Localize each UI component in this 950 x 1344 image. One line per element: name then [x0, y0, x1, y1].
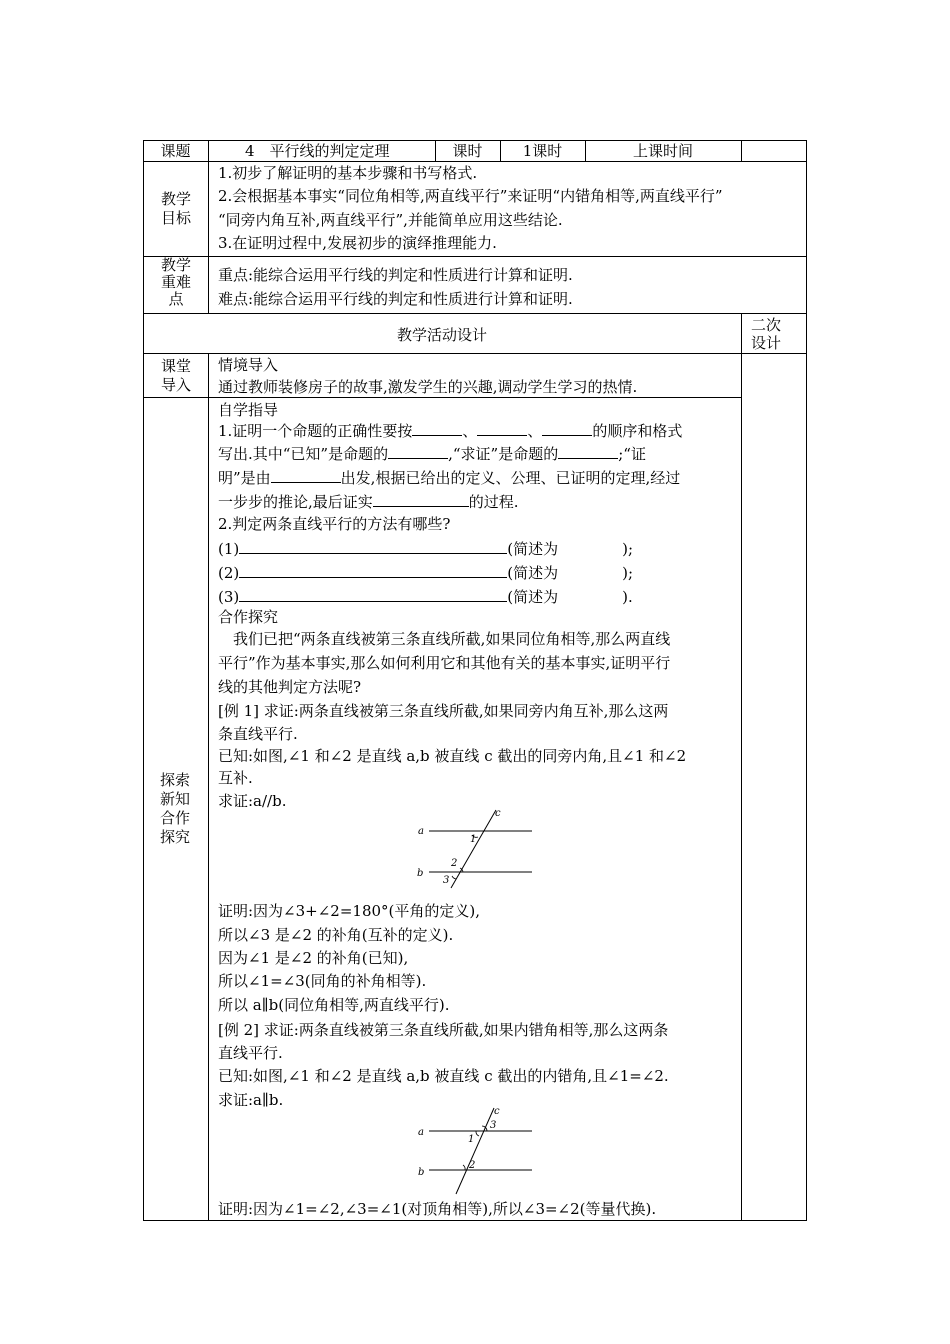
self-study-title: 自学指导: [218, 401, 279, 419]
difficult-point: 难点:能综合运用平行线的判定和性质进行计算和证明.: [218, 290, 573, 308]
blank: [558, 444, 618, 459]
option-end: ).: [622, 588, 633, 606]
proof-line: 所以 a∥b(同位角相等,两直线平行).: [218, 996, 450, 1014]
key-points-label: 教学重难点: [160, 256, 191, 308]
col-divider: [208, 353, 209, 1221]
blank: [388, 444, 448, 459]
proof-line: 所以∠3 是∠2 的补角(互补的定义).: [218, 926, 454, 944]
example-1-heading: 条直线平行.: [218, 725, 298, 743]
example-2-proof: 证明:因为∠1=∠2,∠3=∠1(对顶角相等),所以∠3=∠2(等量代换).: [218, 1200, 657, 1218]
label-c: c: [495, 808, 501, 819]
coop-title: 合作探究: [218, 608, 279, 626]
q1-text: 出发,根据已给出的定义、公理、已证明的定理,经过: [340, 469, 681, 487]
angle-2: 2: [469, 1160, 476, 1171]
example-1-prove: 求证:a//b.: [218, 792, 287, 810]
col-divider: [208, 140, 209, 313]
row-divider: [143, 313, 807, 314]
hours-label: 课时: [452, 142, 483, 160]
angle-1: 1: [468, 1134, 475, 1145]
option-tail: (简述为: [507, 540, 559, 558]
option-end: );: [622, 540, 634, 558]
row-divider: [143, 353, 807, 354]
option-line: [218, 539, 733, 558]
q1-text: 的顺序和格式: [592, 422, 683, 440]
intro-label: 课堂导入: [160, 357, 191, 394]
question-1-line-1: [218, 421, 733, 440]
proof-line: 因为∠1 是∠2 的补角(已知),: [218, 949, 409, 967]
example-2-figure: [412, 1104, 537, 1196]
design-title: 教学活动设计: [396, 326, 487, 344]
q1-text: 1.证明一个命题的正确性要按: [218, 422, 413, 440]
q1-text: 明”是由: [218, 469, 271, 487]
question-2: 2.判定两条直线平行的方法有哪些?: [218, 515, 451, 533]
q1-text: ,“求证”是命题的: [448, 445, 559, 463]
proof-line: 所以∠1=∠3(同角的补角相等).: [218, 972, 427, 990]
q1-text: ;“证: [618, 445, 646, 463]
key-point: 重点:能综合运用平行线的判定和性质进行计算和证明.: [218, 266, 573, 284]
question-1-line-2: [218, 444, 733, 463]
coop-paragraph: 我们已把“两条直线被第三条直线所截,如果同位角相等,那么两直线: [218, 630, 671, 648]
angle-arc: [476, 1131, 479, 1136]
question-1-line-4: [218, 492, 733, 511]
coop-paragraph: 平行”作为基本事实,那么如何利用它和其他有关的基本事实,证明平行: [218, 654, 671, 672]
option-tail: (简述为: [507, 564, 559, 582]
example-2-prove: 求证:a∥b.: [218, 1091, 284, 1109]
option-tail: (简述为: [507, 588, 559, 606]
q1-text: 写出.其中“已知”是命题的: [218, 445, 389, 463]
col-divider: [741, 313, 742, 1221]
option-end: );: [622, 564, 634, 582]
option-line: [218, 587, 733, 606]
topic-value: 4 平行线的判定定理: [245, 142, 390, 160]
angle-3: 3: [443, 875, 450, 886]
example-2-heading: 直线平行.: [218, 1044, 283, 1062]
row-divider: [143, 397, 741, 398]
label-a: a: [418, 826, 424, 837]
example-2-heading: [例 2] 求证:两条直线被第三条直线所截,如果内错角相等,那么这两条: [218, 1021, 669, 1039]
intro-text: 通过教师装修房子的故事,激发学生的兴趣,调动学生学习的热情.: [218, 378, 638, 396]
second-design-label: 二次设计: [750, 316, 781, 352]
blank: [239, 563, 507, 578]
angle-3: 3: [490, 1120, 497, 1131]
q1-text: 的过程.: [468, 493, 519, 511]
objective-line: 1.初步了解证明的基本步骤和书写格式.: [218, 164, 478, 182]
objective-line: “同旁内角互补,两直线平行”,并能简单应用这些结论.: [218, 211, 563, 229]
example-1-heading: [例 1] 求证:两条直线被第三条直线所截,如果同旁内角互补,那么这两: [218, 702, 669, 720]
example-1-known: 互补.: [218, 769, 253, 787]
label-b: b: [417, 868, 424, 879]
proof-line: 证明:因为∠3+∠2=180°(平角的定义),: [218, 902, 481, 920]
option-number: (1): [218, 540, 240, 558]
row-divider: [143, 256, 807, 257]
intro-title: 情境导入: [218, 356, 279, 374]
angle-2: 2: [451, 858, 458, 869]
q1-sep: 、: [527, 422, 543, 440]
example-1-known: 已知:如图,∠1 和∠2 是直线 a,b 被直线 c 截出的同旁内角,且∠1 和∠2: [218, 747, 687, 765]
blank: [542, 421, 592, 436]
row-divider: [143, 161, 807, 162]
example-2-known: 已知:如图,∠1 和∠2 是直线 a,b 被直线 c 截出的内错角,且∠1=∠2.: [218, 1067, 669, 1085]
angle-arc: [463, 1165, 465, 1170]
hours-value: 1课时: [522, 142, 563, 160]
blank: [239, 539, 507, 554]
col-divider: [741, 140, 742, 161]
objectives-label: 教学目标: [160, 190, 191, 227]
line-c: [451, 810, 496, 888]
option-line: [218, 563, 733, 582]
label-a: a: [418, 1127, 424, 1138]
q1-sep: 、: [462, 422, 478, 440]
class-time-label: 上课时间: [632, 142, 693, 160]
angle-arc: [452, 876, 456, 879]
label-b: b: [418, 1167, 425, 1178]
objective-line: 3.在证明过程中,发展初步的演绎推理能力.: [218, 234, 497, 252]
question-1-line-3: [218, 468, 733, 487]
line-c: [456, 1108, 497, 1194]
example-1-figure: [412, 806, 537, 890]
angle-1: 1: [470, 834, 477, 845]
explore-label: 探索新知合作探究: [159, 771, 190, 846]
coop-paragraph: 线的其他判定方法呢?: [218, 678, 362, 696]
option-number: (2): [218, 564, 240, 582]
label-c: c: [494, 1106, 500, 1117]
blank: [412, 421, 462, 436]
blank: [373, 492, 469, 507]
option-number: (3): [218, 588, 240, 606]
blank: [239, 587, 507, 602]
blank: [271, 468, 341, 483]
objective-line: 2.会根据基本事实“同位角相等,两直线平行”来证明“内错角相等,两直线平行”: [218, 187, 723, 205]
q1-text: 一步步的推论,最后证实: [218, 493, 373, 511]
blank: [477, 421, 527, 436]
topic-label: 课题: [160, 142, 191, 160]
